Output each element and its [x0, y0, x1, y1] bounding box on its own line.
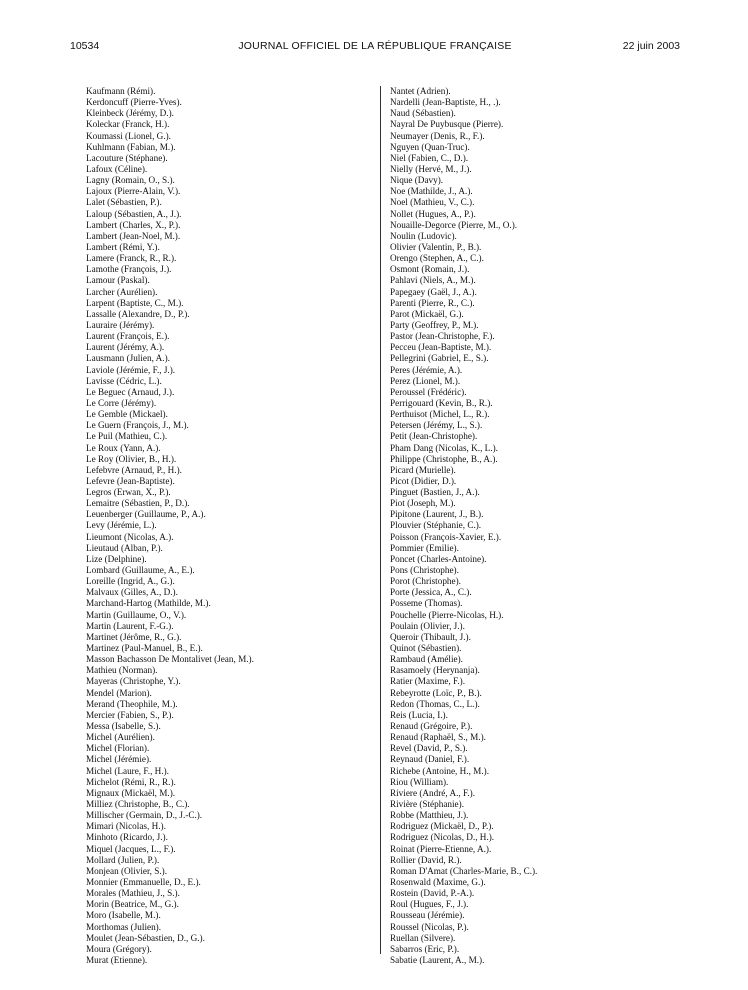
name-entry: Laurent (Jérémy, A.).	[86, 342, 165, 353]
name-entry: Rasamoely (Herynanja).	[390, 665, 480, 676]
name-entry: Mimari (Nicolas, H.).	[86, 821, 166, 832]
name-entry: Porot (Christophe).	[390, 576, 461, 587]
name-entry: Osmont (Romain, J.).	[390, 264, 470, 275]
name-entry: Pellegrini (Gabriel, E., S.).	[390, 353, 489, 364]
name-entry: Pahlavi (Niels, A., M.).	[390, 275, 476, 286]
name-entry: Noulin (Ludovic).	[390, 230, 457, 241]
name-entry: Rollier (David, R.).	[390, 854, 462, 865]
name-entry: Le Roux (Yann, A.).	[86, 442, 161, 453]
name-entry: Lambert (Jean-Noel, M.).	[86, 230, 181, 241]
name-entry: Koleckar (Franck, H.).	[86, 119, 170, 130]
name-entry: Mercier (Fabien, S., P.).	[86, 709, 174, 720]
page-header	[70, 40, 680, 56]
name-entry: Plouvier (Stéphanie, C.).	[390, 520, 482, 531]
name-entry: Roul (Hugues, F., J.).	[390, 899, 469, 910]
name-entry: Philippe (Christophe, B., A.).	[390, 453, 498, 464]
name-entry: Lacouture (Stéphane).	[86, 152, 168, 163]
name-entry: Moura (Grégory).	[86, 943, 152, 954]
name-entry: Petersen (Jérémy, L., S.).	[390, 420, 483, 431]
name-entry: Pommier (Emilie).	[390, 542, 459, 553]
name-entry: Riou (William).	[390, 776, 449, 787]
journal-title: JOURNAL OFFICIEL DE LA RÉPUBLIQUE FRANÇAISE	[238, 40, 512, 52]
name-entry: Poncet (Charles-Antoine).	[390, 553, 487, 564]
name-entry: Ratier (Maxime, F.).	[390, 676, 466, 687]
name-entry: Nielly (Hervé, M., J.).	[390, 163, 472, 174]
name-entry: Monnier (Emmanuelle, D., E.).	[86, 876, 201, 887]
name-entry: Michel (Laure, F., H.).	[86, 765, 169, 776]
name-entry: Poisson (François-Xavier, E.).	[390, 531, 502, 542]
name-entry: Kleinbeck (Jérémy, D.).	[86, 108, 174, 119]
name-entry: Monjean (Olivier, S.).	[86, 865, 168, 876]
name-entry: Roman D'Amat (Charles-Marie, B., C.).	[390, 865, 538, 876]
name-entry: Rosenwald (Maxime, G.).	[390, 876, 486, 887]
name-entry: Rivière (Stéphanie).	[390, 799, 464, 809]
name-entry: Pinguet (Bastien, J., A.).	[390, 487, 480, 498]
name-entry: Morin (Beatrice, M., G.).	[86, 899, 179, 910]
name-entry: Michelot (Rémi, R., R.).	[86, 776, 176, 787]
name-entry: Lamour (Paskal).	[86, 275, 150, 286]
name-entry: Parenti (Pierre, R., C.).	[390, 297, 475, 308]
name-entry: Lafoux (Céline).	[86, 163, 148, 174]
name-entry: Quinot (Sébastien).	[390, 643, 462, 654]
name-entry: Lefebvre (Arnaud, P., H.).	[86, 464, 182, 475]
name-entry: Minhoto (Ricardo, J.).	[86, 832, 168, 843]
name-entry: Pastor (Jean-Christophe, F.).	[390, 331, 495, 342]
name-entry: Papegaey (Gaël, J., A.).	[390, 286, 477, 297]
name-entry: Perrigouard (Kevin, B., R.).	[390, 397, 493, 408]
name-entry: Laurent (François, E.).	[86, 331, 170, 342]
name-entry: Lassalle (Alexandre, D., P.).	[86, 308, 190, 319]
name-entry: Roinat (Pierre-Etienne, A.).	[390, 843, 492, 854]
name-entry: Marchand-Hartog (Mathilde, M.).	[86, 598, 211, 609]
name-entry: Millischer (Germain, D., J.-C.).	[86, 810, 203, 821]
name-entry: Michel (Florian).	[86, 743, 150, 754]
name-entry: Naud (Sébastien).	[390, 108, 456, 119]
name-entry: Le Guern (François, J., M.).	[86, 420, 189, 431]
name-entry: Peroussel (Frédéric).	[390, 386, 467, 397]
name-entry: Murat (Etienne).	[86, 954, 148, 965]
name-entry: Redon (Thomas, C., L.).	[390, 698, 480, 709]
name-entry: Leuenberger (Guillaume, P., A.).	[86, 509, 206, 520]
name-entry: Posseme (Thomas).	[390, 598, 463, 609]
name-entry: Perthuisot (Michel, L., R.).	[390, 409, 490, 420]
name-entry: Lamothe (François, J.).	[86, 264, 172, 275]
name-entry: Nouaille-Degorce (Pierre, M., O.).	[390, 219, 518, 230]
name-entry: Lauraire (Jérémy).	[86, 319, 155, 330]
name-entry: Le Beguec (Arnaud, J.).	[86, 386, 175, 397]
name-entry: Rousseau (Jérémie).	[390, 910, 465, 921]
name-entry: Laloup (Sébastien, A., J.).	[86, 208, 182, 219]
name-entry: Lambert (Charles, X., P.).	[86, 219, 181, 230]
name-entry: Rambaud (Amélie).	[390, 654, 463, 665]
name-entry: Lalet (Sébastien, P.).	[86, 197, 162, 208]
name-entry: Poulain (Olivier, J.).	[390, 620, 465, 631]
name-entry: Le Roy (Olivier, B., H.).	[86, 453, 177, 464]
name-entry: Renaud (Raphaël, S., M.).	[390, 732, 486, 743]
name-entry: Martinez (Paul-Manuel, B., E.).	[86, 643, 203, 654]
name-entry: Nayral De Puybusque (Pierre).	[390, 119, 504, 130]
name-entry: Kerdoncuff (Pierre-Yves).	[86, 97, 182, 108]
name-entry: Levy (Jérémie, L.).	[86, 520, 157, 531]
name-entry: Lemaitre (Sébastien, P., D.).	[86, 498, 190, 509]
name-entry: Peres (Jérémie, A.).	[390, 364, 463, 375]
name-entry: Le Puil (Mathieu, C.).	[86, 431, 168, 442]
name-entry: Rebeyrotte (Loïc, P., B.).	[390, 687, 482, 698]
name-entry: Roussel (Nicolas, P.).	[390, 921, 469, 932]
name-entry: Nique (Davy).	[390, 175, 444, 186]
name-entry: Renaud (Grégoire, P.).	[390, 721, 473, 732]
name-entry: Robbe (Matthieu, J.).	[390, 810, 469, 821]
name-entry: Mollard (Julien, P.).	[86, 854, 160, 865]
name-entry: Pecceu (Jean-Baptiste, M.).	[390, 342, 492, 353]
name-entry: Le Corre (Jérémy).	[86, 397, 157, 408]
name-entry: Rodriguez (Nicolas, D., H.).	[390, 832, 495, 843]
name-entry: Morales (Mathieu, J., S.).	[86, 888, 180, 899]
name-entry: Lieutaud (Alban, P.).	[86, 542, 163, 553]
name-entry: Lefevre (Jean-Baptiste).	[86, 475, 175, 486]
name-entry: Parot (Mickaël, G.).	[390, 308, 464, 319]
name-entry: Kaufmann (Rémi).	[86, 86, 156, 96]
name-entry: Petit (Jean-Christophe).	[390, 431, 478, 442]
name-entry: Lamere (Franck, R., R.).	[86, 253, 177, 264]
name-entry: Niel (Fabien, C., D.).	[390, 152, 469, 163]
name-entry: Messa (Isabelle, S.).	[86, 721, 161, 732]
name-entry: Richebe (Antoine, H., M.).	[390, 765, 489, 776]
name-entry: Porte (Jessica, A., C.).	[390, 587, 472, 598]
name-entry: Orengo (Stephen, A., C.).	[390, 253, 484, 264]
name-entry: Nantet (Adrien).	[390, 86, 451, 96]
name-entry: Noel (Mathieu, V., C.).	[390, 197, 475, 208]
name-entry: Miquel (Jacques, L., F.).	[86, 843, 176, 854]
name-entry: Lausmann (Julien, A.).	[86, 353, 170, 364]
name-entry: Pham Dang (Nicolas, K., L.).	[390, 442, 498, 453]
column-divider	[380, 86, 381, 954]
name-entry: Koumassi (Lionel, G.).	[86, 130, 171, 141]
name-entry: Moro (Isabelle, M.).	[86, 910, 161, 921]
name-entry: Lavisse (Cédric, L.).	[86, 375, 162, 386]
name-entry: Legros (Erwan, X., P.).	[86, 487, 171, 498]
name-entry: Lajoux (Pierre-Alain, V.).	[86, 186, 181, 197]
name-entry: Pouchelle (Pierre-Nicolas, H.).	[390, 609, 504, 620]
name-entry: Martin (Laurent, F.-G.).	[86, 620, 174, 631]
name-entry: Perez (Lionel, M.).	[390, 375, 461, 386]
publication-date: 22 juin 2003	[622, 40, 680, 52]
name-entry: Michel (Jérémie).	[86, 754, 152, 765]
name-entry: Queroir (Thibault, J.).	[390, 631, 471, 642]
left-name-column	[86, 86, 376, 966]
name-entry: Lagny (Romain, O., S.).	[86, 175, 175, 186]
right-name-column	[390, 86, 690, 966]
name-entry: Lombard (Guillaume, A., E.).	[86, 565, 195, 576]
name-entry: Mathieu (Norman).	[86, 665, 158, 676]
name-entry: Picot (Didier, D.).	[390, 475, 457, 486]
name-entry: Olivier (Valentin, P., B.).	[390, 241, 482, 252]
name-entry: Mayeras (Christophe, Y.).	[86, 676, 181, 687]
name-entry: Rostein (David, P.-A.).	[390, 888, 475, 899]
name-entry: Riviere (André, A., F.).	[390, 787, 475, 798]
name-entry: Party (Geoffrey, P., M.).	[390, 319, 479, 330]
name-entry: Larpent (Baptiste, C., M.).	[86, 297, 184, 308]
name-entry: Martinet (Jérôme, R., G.).	[86, 631, 182, 642]
name-entry: Lambert (Rémi, Y.).	[86, 241, 160, 252]
name-entry: Moulet (Jean-Sébastien, D., G.).	[86, 932, 205, 943]
name-entry: Neumayer (Denis, R., F.).	[390, 130, 485, 141]
name-entry: Martin (Guillaume, O., V.).	[86, 609, 187, 620]
name-entry: Reis (Lucia, I.).	[390, 709, 448, 720]
name-entry: Sabatie (Laurent, A., M.).	[390, 954, 485, 965]
name-entry: Mendel (Marion).	[86, 687, 152, 698]
name-entry: Masson Bachasson De Montalivet (Jean, M.).	[86, 654, 254, 665]
name-entry: Le Gemble (Mickael).	[86, 409, 168, 420]
name-entry: Michel (Aurélien).	[86, 732, 155, 743]
name-entry: Milliez (Christophe, B., C.).	[86, 799, 190, 809]
name-entry: Lize (Delphine).	[86, 553, 147, 564]
name-entry: Noe (Mathilde, J., A.).	[390, 186, 473, 197]
name-entry: Nardelli (Jean-Baptiste, H., .).	[390, 97, 501, 108]
name-entry: Nguyen (Quan-Truc).	[390, 141, 470, 152]
name-entry: Mignaux (Mickaël, M.).	[86, 787, 176, 798]
name-entry: Laviole (Jérémie, F., J.).	[86, 364, 176, 375]
name-entry: Nollet (Hugues, A., P.).	[390, 208, 476, 219]
name-entry: Larcher (Aurélien).	[86, 286, 158, 297]
name-entry: Pons (Christophe).	[390, 565, 459, 576]
name-entry: Reynaud (Daniel, F.).	[390, 754, 470, 765]
name-entry: Ruellan (Silvere).	[390, 932, 456, 943]
name-entry: Picard (Murielle).	[390, 464, 456, 475]
name-entry: Loreille (Ingrid, A., G.).	[86, 576, 175, 587]
name-entry: Rodriguez (Mickaël, D., P.).	[390, 821, 494, 832]
name-entry: Pipitone (Laurent, J., B.).	[390, 509, 484, 520]
name-entry: Revel (David, P., S.).	[390, 743, 468, 754]
name-entry: Morthomas (Julien).	[86, 921, 162, 932]
page-number: 10534	[70, 40, 100, 52]
name-entry: Lieumont (Nicolas, A.).	[86, 531, 174, 542]
name-entry: Merand (Theophile, M.).	[86, 698, 178, 709]
name-entry: Malvaux (Gilles, A., D.).	[86, 587, 178, 598]
name-entry: Piot (Joseph, M.).	[390, 498, 456, 509]
name-entry: Sabarros (Eric, P.).	[390, 943, 460, 954]
name-entry: Kuhlmann (Fabian, M.).	[86, 141, 176, 152]
